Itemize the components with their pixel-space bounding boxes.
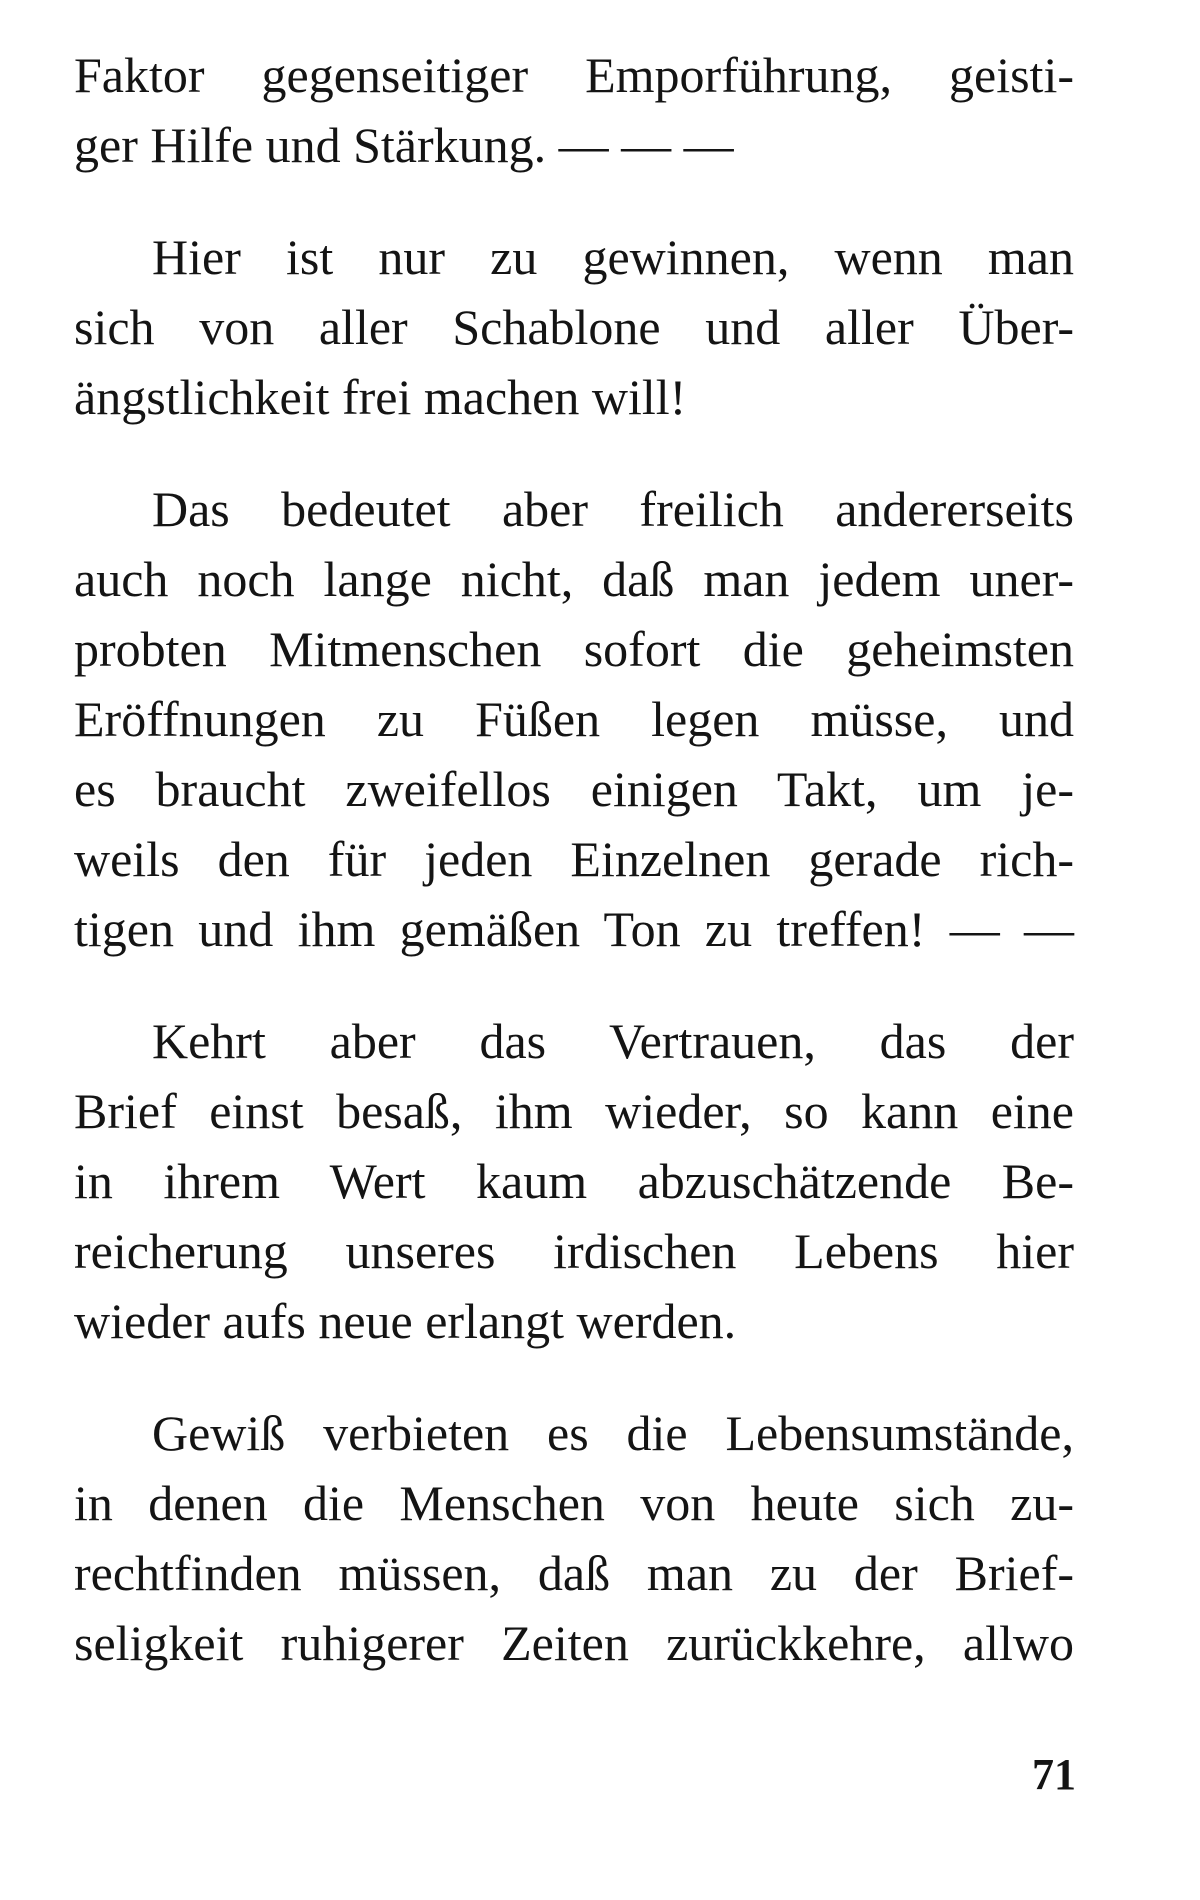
text-line: ängstlichkeit frei machen will! bbox=[74, 369, 687, 425]
text-line: tigen und ihm gemäßen Ton zu treffen! — — bbox=[74, 901, 1074, 957]
text-line: Brief einst besaß, ihm wieder, so kann eine bbox=[74, 1083, 1074, 1139]
paragraph-2 bbox=[74, 222, 1074, 432]
page-number: 71 bbox=[1032, 1750, 1076, 1799]
paragraph-1 bbox=[74, 40, 1074, 180]
text-line: auch noch lange nicht, daß man jedem uner- bbox=[74, 551, 1074, 607]
body-text bbox=[74, 40, 1074, 1720]
text-line: sich von aller Schablone und aller Über- bbox=[74, 299, 1074, 355]
text-line: Faktor gegenseitiger Emporführung, geisti- bbox=[74, 47, 1074, 103]
text-line: wieder aufs neue erlangt werden. bbox=[74, 1293, 737, 1349]
text-line: seligkeit ruhigerer Zeiten zurückkehre, allwo bbox=[74, 1615, 1074, 1671]
text-line: Gewiß verbieten es die Lebensumstände, bbox=[152, 1405, 1074, 1461]
text-line: weils den für jeden Einzelnen gerade rich- bbox=[74, 831, 1074, 887]
paragraph-3 bbox=[74, 474, 1074, 964]
text-line: probten Mitmenschen sofort die geheimsten bbox=[74, 621, 1074, 677]
text-line: Eröffnungen zu Füßen legen müsse, und bbox=[74, 691, 1074, 747]
text-line: rechtfinden müssen, daß man zu der Brief- bbox=[74, 1545, 1074, 1601]
text-line: Kehrt aber das Vertrauen, das der bbox=[152, 1013, 1074, 1069]
text-line: ger Hilfe und Stärkung. — — — bbox=[74, 117, 734, 173]
text-line: Das bedeutet aber freilich andererseits bbox=[152, 481, 1074, 537]
text-line: reicherung unseres irdischen Lebens hier bbox=[74, 1223, 1074, 1279]
text-line: in ihrem Wert kaum abzuschätzende Be- bbox=[74, 1153, 1074, 1209]
paragraph-5 bbox=[74, 1398, 1074, 1678]
paragraph-4 bbox=[74, 1006, 1074, 1356]
text-line: es braucht zweifellos einigen Takt, um je- bbox=[74, 761, 1074, 817]
text-line: in denen die Menschen von heute sich zu- bbox=[74, 1475, 1074, 1531]
text-line: Hier ist nur zu gewinnen, wenn man bbox=[152, 229, 1074, 285]
